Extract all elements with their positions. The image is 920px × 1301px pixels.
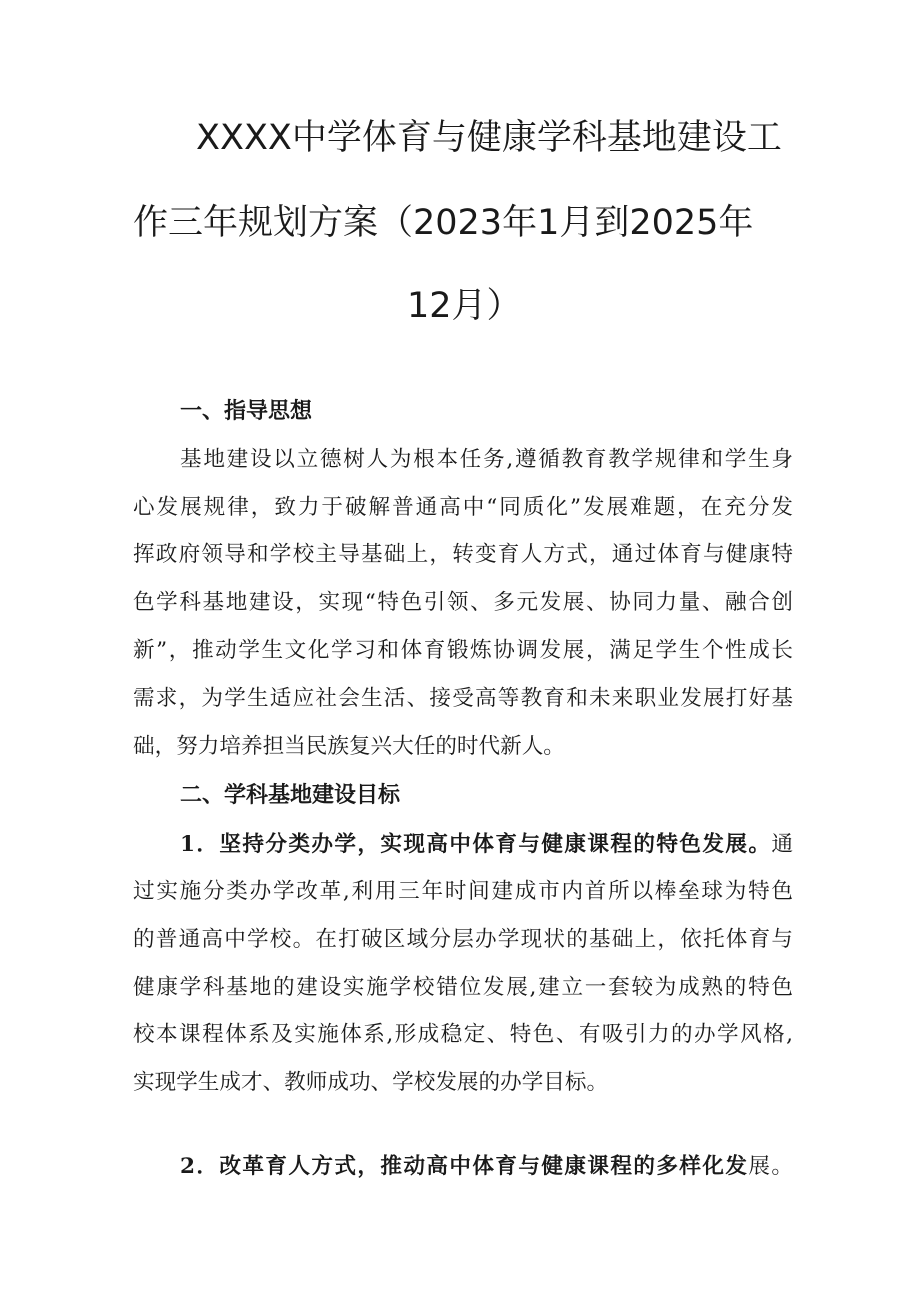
goal-2-tail: 展。: [748, 1154, 793, 1179]
guiding-paragraph-line: 色学科基地建设，实现“特色引领、多元发展、协同力量、融合创: [133, 590, 793, 615]
document-title-line-1: XXXX中学体育与健康学科基地建设工: [196, 118, 782, 158]
goal-2-lead: 2．改革育人方式，推动高中体育与健康课程的多样化发: [180, 1154, 749, 1179]
goal-1-paragraph-line: 实现学生成才、教师成功、学校发展的办学目标。: [133, 1070, 609, 1095]
goal-1-paragraph-line: 校本课程体系及实施体系,形成稳定、特色、有吸引力的办学风格,: [133, 1022, 793, 1047]
goal-2-first-line: [180, 1153, 793, 1181]
section-heading-guiding: 一、指导思想: [180, 399, 313, 424]
document-title-line-2: 作三年规划方案（2023年1月到2025年: [133, 203, 754, 243]
guiding-paragraph-line: 需求，为学生适应社会生活、接受高等教育和未来职业发展打好基: [133, 686, 793, 711]
guiding-paragraph-line: 础，努力培养担当民族复兴大任的时代新人。: [133, 734, 565, 759]
goal-1-first-tail: 通: [771, 832, 793, 857]
goal-1-paragraph-line: 的普通高中学校。在打破区域分层办学现状的基础上，依托体育与: [133, 927, 793, 952]
document-title-line-3: 12月）: [407, 286, 522, 326]
guiding-paragraph-line: 心发展规律，致力于破解普通高中“同质化”发展难题，在充分发: [133, 495, 793, 520]
guiding-paragraph-line: 基地建设以立德树人为根本任务,遵循教育教学规律和学生身: [180, 447, 793, 472]
section-heading-goals: 二、学科基地建设目标: [180, 783, 401, 808]
goal-1-paragraph-line: 健康学科基地的建设实施学校错位发展,建立一套较为成熟的特色: [133, 975, 793, 1000]
goal-1-paragraph-line: 过实施分类办学改革,利用三年时间建成市内首所以棒垒球为特色: [133, 879, 793, 904]
goal-1-first-line: [180, 831, 793, 859]
guiding-paragraph-line: 挥政府领导和学校主导基础上，转变育人方式，通过体育与健康特: [133, 542, 793, 567]
guiding-paragraph-line: 新”，推动学生文化学习和体育锻炼协调发展，满足学生个性成长: [133, 638, 793, 663]
goal-1-lead: 1．坚持分类办学，实现高中体育与健康课程的特色发展。: [180, 832, 772, 857]
